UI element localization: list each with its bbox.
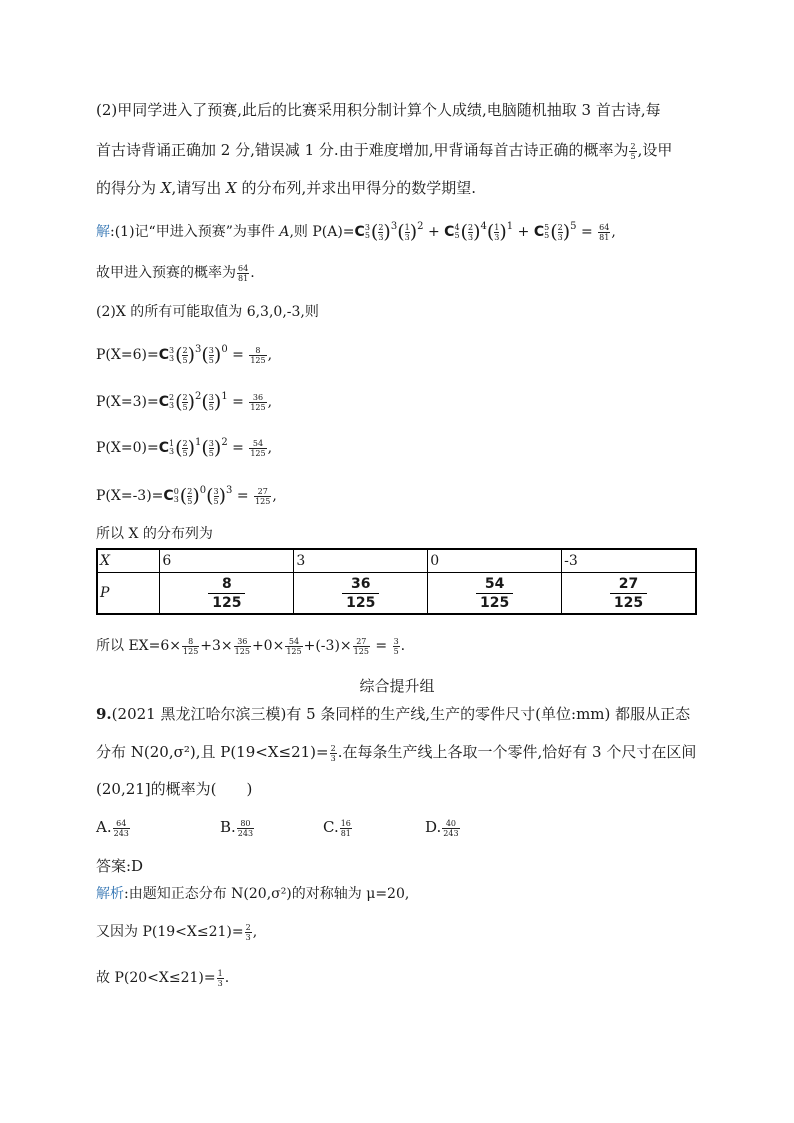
question-number: 9. [96,705,112,723]
fraction-numerator: 27 [610,575,647,594]
prob-fraction [254,487,271,506]
question-text: (20,21]的概率为( ) [96,780,253,798]
option-d[interactable] [425,817,461,838]
option-a[interactable] [96,817,131,838]
prob-x-3: P(X=3)=C 2 3 ( $\frac{2}{5}$ )$^2$( $\frac{3}{5}$ )$^1$ = $\frac{36}{125}$ , [96,391,273,413]
option-b[interactable] [220,817,255,838]
fraction-denominator: 125 [353,646,369,656]
solution-text: ,则 [289,224,313,240]
problem-text: (2)甲同学进入了预赛,此后的比赛采用积分制计算个人成绩,电脑随机抽取 3 首古诗,每 [96,101,661,119]
fraction-denominator: 125 [255,496,271,506]
prob-x-neg3: P(X=-3)=C 0 3 ( $\frac{2}{5}$ )$^0$( $\frac{3}{5}$ )$^3$ = $\frac{27}{125}$ , [96,485,277,507]
distribution-intro [96,524,213,544]
table-row-values [97,549,696,573]
analysis-text: 又因为 P(19<X≤21)= [96,924,244,940]
term-fraction [182,637,199,656]
fraction-numerator: 3 [393,636,399,646]
prob-lhs: P(X=6)= [96,347,159,363]
table-cell [160,573,294,615]
fraction-denominator: 125 [212,594,242,611]
solution-line-2: 故甲进入预赛的概率为 $\frac{64}{81}$ . [96,263,255,283]
fraction-numerator: 54 [285,637,302,647]
distribution-table [96,548,697,615]
expectation-text: = [370,638,392,654]
problem-text: ,请写出 [171,179,227,197]
cell-text: -3 [564,553,578,569]
fraction-denominator: 243 [443,828,459,838]
question-text: .在每条生产线上各取一个零件,恰好有 3 个尺寸在区间 [337,743,697,761]
expectation-text: +0× [251,638,285,654]
fraction-numerator: 54 [476,575,513,594]
option-fraction [237,819,254,838]
problem-text: ,设甲 [637,141,673,159]
fraction-denominator: 125 [613,594,644,611]
fraction-denominator: 125 [183,646,199,656]
option-label: A. [96,818,112,836]
fraction-numerator: 54 [249,439,266,449]
prob-a-lhs: P(A)= [312,224,355,240]
table-cell [428,573,562,615]
solution-text: 所以 X 的分布列为 [96,526,213,542]
result-fraction [598,223,610,242]
table-fraction [208,575,245,612]
table-fraction [610,575,647,612]
prob-fraction [249,439,266,458]
answer-text: 答案:D [96,857,144,875]
analysis-fraction [245,923,252,942]
fraction-denominator: 3 [217,978,223,988]
fraction-denominator: 125 [234,646,250,656]
option-fraction [113,819,130,838]
fraction-denominator: 243 [113,828,129,838]
term-fraction [234,637,251,656]
variable-x: X [160,179,172,197]
expectation-line: 所以 EX=6× $\frac{8}{125}$ +3× $\frac{36}{125}$ +0× $\frac{54}{125}$ +(-3)× $\frac{27}{125}$ = $\frac{3}{5}$ . [96,636,406,656]
expectation-text: +3× [200,638,233,654]
prob-x-0: P(X=0)=C 1 3 ( $\frac{2}{5}$ )$^1$( $\frac{3}{5}$ )$^2$ = $\frac{54}{125}$ , [96,437,273,459]
fraction-denominator: 3 [330,753,336,763]
problem-line-2 [96,140,672,161]
fraction-numerator: 64 [238,263,249,273]
fraction-denominator: 125 [250,355,266,365]
question-text: (2021 黑龙江哈尔滨三模)有 5 条同样的生产线,生产的零件尺寸(单位:mm) 都服从正态 [111,705,691,723]
binomial-indices: 3 5 [364,223,370,240]
cell-text: 3 [296,553,306,569]
q9-line-3 [96,779,252,799]
fraction-numerator: 36 [249,393,266,403]
cell-text: 6 [162,553,172,569]
table-cell [160,549,294,573]
fraction-denominator: 81 [599,232,610,242]
problem-text: 的得分为 [96,179,161,197]
analysis-line-2: 又因为 P(19<X≤21)= $\frac{2}{3}$ , [96,922,258,942]
fraction-denominator: 5 [393,646,399,656]
analysis-line-1 [96,884,409,904]
table-fraction [476,575,513,612]
option-label: D. [425,818,442,836]
analysis-line-3: 故 P(20<X≤21)= $\frac{1}{3}$ . [96,968,230,988]
fraction-denominator: 5 [630,151,636,161]
section-heading: 综合提升组 [359,677,435,695]
prob-lhs: P(X=3)= [96,394,159,410]
prob-fraction [249,393,266,412]
table-fraction [342,575,379,612]
fraction-numerator: 2 [330,743,336,753]
table-cell [428,549,562,573]
option-label: C. [323,818,339,836]
cell-text: P [100,585,110,601]
fraction-numerator: 2 [245,922,251,932]
analysis-text: :由题知正态分布 N(20,σ²)的对称轴为 μ=20, [124,886,410,902]
expectation-text: 所以 EX=6× [96,638,182,654]
fraction-numerator: 36 [234,637,251,647]
problem-line-3 [96,178,476,198]
analysis-label: 解析 [96,886,124,902]
fraction-numerator: 8 [208,575,245,594]
fraction-numerator: 27 [353,637,370,647]
fraction-denominator: 81 [340,828,351,838]
table-cell [97,573,160,615]
binomial-coefficient: C [354,224,365,240]
probability-fraction [330,744,337,763]
q9-line-2 [96,742,696,763]
fraction-denominator: 125 [250,448,266,458]
table-cell [97,549,160,573]
fraction-numerator: 2 [630,141,636,151]
fraction-numerator: 64 [599,222,610,232]
problem-line-1 [96,100,661,120]
solution-part2-intro [96,302,319,322]
fraction-numerator: 8 [182,637,199,647]
solution-text: :(1)记“甲进入预赛”为事件 [110,224,280,240]
option-label: B. [220,818,236,836]
analysis-fraction [217,969,224,988]
option-c[interactable] [323,817,353,838]
solution-text: 故甲进入预赛的概率为 [96,265,236,281]
fraction-denominator: 125 [480,594,510,611]
fraction-denominator: 125 [346,594,376,611]
expectation-text: +(-3)× [303,638,352,654]
fraction-denominator: 243 [237,828,254,838]
event-a: A [279,224,290,240]
q9-line-1 [96,704,690,724]
fraction-denominator: 81 [238,273,249,283]
result-fraction [237,264,249,283]
term-fraction [353,637,370,656]
option-fraction [442,819,459,838]
table-cell [294,549,428,573]
question-text: 分布 N(20,σ²),且 P(19<X≤21)= [96,743,329,761]
cell-text: 0 [430,553,440,569]
fraction-denominator: 3 [245,932,251,942]
cell-text: X [100,553,110,569]
fraction-numerator: 40 [442,819,459,829]
variable-x: X [226,179,237,197]
fraction-denominator: 125 [286,646,302,656]
option-fraction [340,819,352,838]
fraction-numerator: 16 [340,818,351,828]
fraction-numerator: 64 [113,819,130,829]
fraction-denominator: 125 [250,402,266,412]
table-row-probs [97,573,696,615]
analysis-text: 故 P(20<X≤21)= [96,970,216,986]
fraction-numerator: 27 [254,487,271,497]
table-cell [562,573,696,615]
solution-line-1: 解:(1)记“甲进入预赛”为事件 A,则 P(A)=C 3 5 ( $\frac{2}{3}$ )$^3$( $\frac{1}{3}$ )$^2$ + C 4 5 ( $\frac{2}{3}$ )$^4$( $\frac{1}{3}$ )$^1$ + C 5 5 ( $\frac{2}{3}$ )$^5$ = $\frac{64}{81}$ , [96,221,616,243]
prob-lhs: P(X=0)= [96,440,159,456]
result-fraction [393,637,400,656]
problem-text: 的分布列,并求出甲得分的数学期望. [236,179,477,197]
probability-fraction [629,142,636,161]
prob-x-6: P(X=6)=C 3 3 ( $\frac{2}{5}$ )$^3$( $\frac{3}{5}$ )$^0$ = $\frac{8}{125}$ , [96,344,273,366]
fraction-numerator: 8 [249,346,266,356]
fraction-numerator: 36 [342,575,379,594]
fraction-numerator: 80 [237,819,254,829]
solution-text: (2)X 的所有可能取值为 6,3,0,-3,则 [96,304,319,320]
answer-line [96,856,143,876]
table-cell [562,549,696,573]
term-fraction [285,637,302,656]
prob-lhs: P(X=-3)= [96,488,164,504]
prob-fraction [249,346,266,365]
problem-text: 首古诗背诵正确加 2 分,错误减 1 分.由于难度增加,甲背诵每首古诗正确的概率为 [96,141,629,159]
table-cell [294,573,428,615]
solution-label: 解 [96,224,110,240]
fraction-numerator: 1 [217,968,223,978]
